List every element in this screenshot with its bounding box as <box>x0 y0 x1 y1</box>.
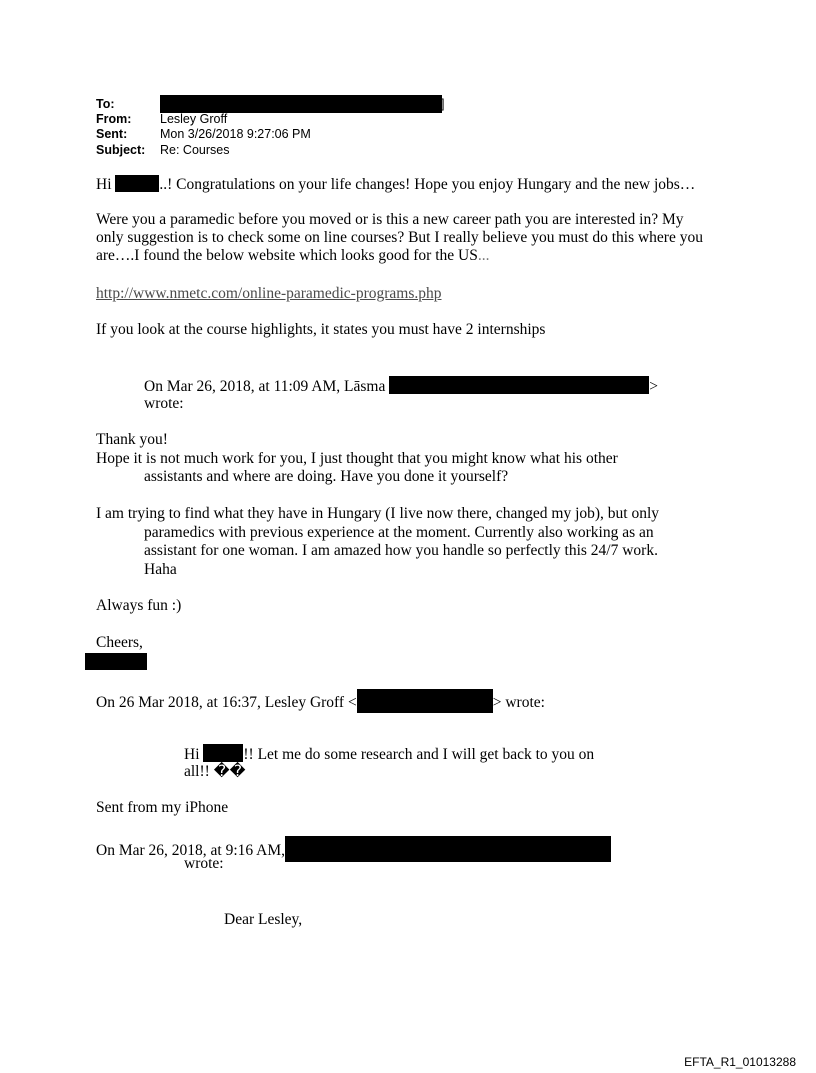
para2-line1: Were you a paramedic before you moved or is this a new career path you are interested in? My <box>96 211 684 228</box>
redaction-box <box>203 744 243 762</box>
quote1-thanks: Thank you! <box>96 431 168 448</box>
redaction-box <box>357 689 493 713</box>
quote2-hi-line1 <box>184 744 594 765</box>
quote1-always-fun: Always fun :) <box>96 597 182 614</box>
quote3-attribution <box>96 836 611 862</box>
quote2-attribution-post: > wrote: <box>492 694 545 711</box>
quote1-attribution-line2: wrote: <box>144 395 184 412</box>
greeting-post: ..! Congratulations on your life changes! Hope you enjoy Hungary and the new jobs… <box>159 176 696 193</box>
greeting-pre: Hi <box>96 176 112 193</box>
redaction-box <box>389 376 649 394</box>
para2-line3-tail: ... <box>477 247 490 264</box>
document-id: EFTA_R1_01013288 <box>684 1055 796 1069</box>
quote1-trying-line3: assistant for one woman. I am amazed how you handle so perfectly this 24/7 work. <box>144 542 658 559</box>
para2-line3 <box>96 247 489 266</box>
quote1-trying-line4: Haha <box>144 561 177 578</box>
subject-value: Re: Courses <box>160 143 230 157</box>
subject-label: Subject: <box>96 143 146 157</box>
quote3-attribution-pre: On Mar 26, 2018, at 9:16 AM, <box>96 842 286 859</box>
redaction-box <box>160 95 445 113</box>
website-link[interactable]: http://www.nmetc.com/online-paramedic-programs.php <box>96 285 442 302</box>
quote1-trying-line2: paramedics with previous experience at the moment. Currently also working as an <box>144 524 654 541</box>
from-value: Lesley Groff <box>160 112 228 126</box>
quote2-hi-line2: all!! �� <box>184 763 246 780</box>
to-value: ] <box>441 97 445 111</box>
quote3-attribution-line2: wrote: <box>184 855 224 872</box>
para2-line2: only suggestion is to check some on line courses? But I really believe you must do this where you <box>96 229 703 246</box>
redaction-box <box>115 175 159 192</box>
quote1-hope-line2: assistants and where are doing. Have you done it yourself? <box>144 468 509 485</box>
sent-label: Sent: <box>96 127 128 141</box>
quote3-salutation: Dear Lesley, <box>224 911 303 928</box>
para2-line3-text: are….I found the below website which looks good for the US <box>96 247 478 264</box>
quote2-hi-post: !! Let me do some research and I will get back to you on <box>243 746 595 763</box>
quote1-trying-line1: I am trying to find what they have in Hungary (I live now there, changed my job), but only <box>96 505 660 522</box>
quote2-signature: Sent from my iPhone <box>96 799 229 816</box>
quote1-attribution <box>144 376 658 397</box>
greeting-line <box>96 175 695 195</box>
website-link-line <box>96 285 442 304</box>
to-label: To: <box>96 97 115 111</box>
quote1-attribution-post: > <box>649 378 658 395</box>
quote1-attribution-pre: On Mar 26, 2018, at 11:09 AM, Lāsma <box>144 378 386 395</box>
quote2-hi-pre: Hi <box>184 746 200 763</box>
redaction-box <box>85 653 147 670</box>
quote1-hope-line1: Hope it is not much work for you, I just thought that you might know what his other <box>96 450 618 467</box>
quote2-attribution <box>96 689 545 713</box>
quote1-cheers: Cheers, <box>96 634 143 651</box>
para3: If you look at the course highlights, it states you must have 2 internships <box>96 321 546 338</box>
sent-value: Mon 3/26/2018 9:27:06 PM <box>160 127 311 141</box>
quote2-attribution-pre: On 26 Mar 2018, at 16:37, Lesley Groff < <box>96 694 357 711</box>
redaction-box <box>285 836 611 862</box>
from-label: From: <box>96 112 132 126</box>
